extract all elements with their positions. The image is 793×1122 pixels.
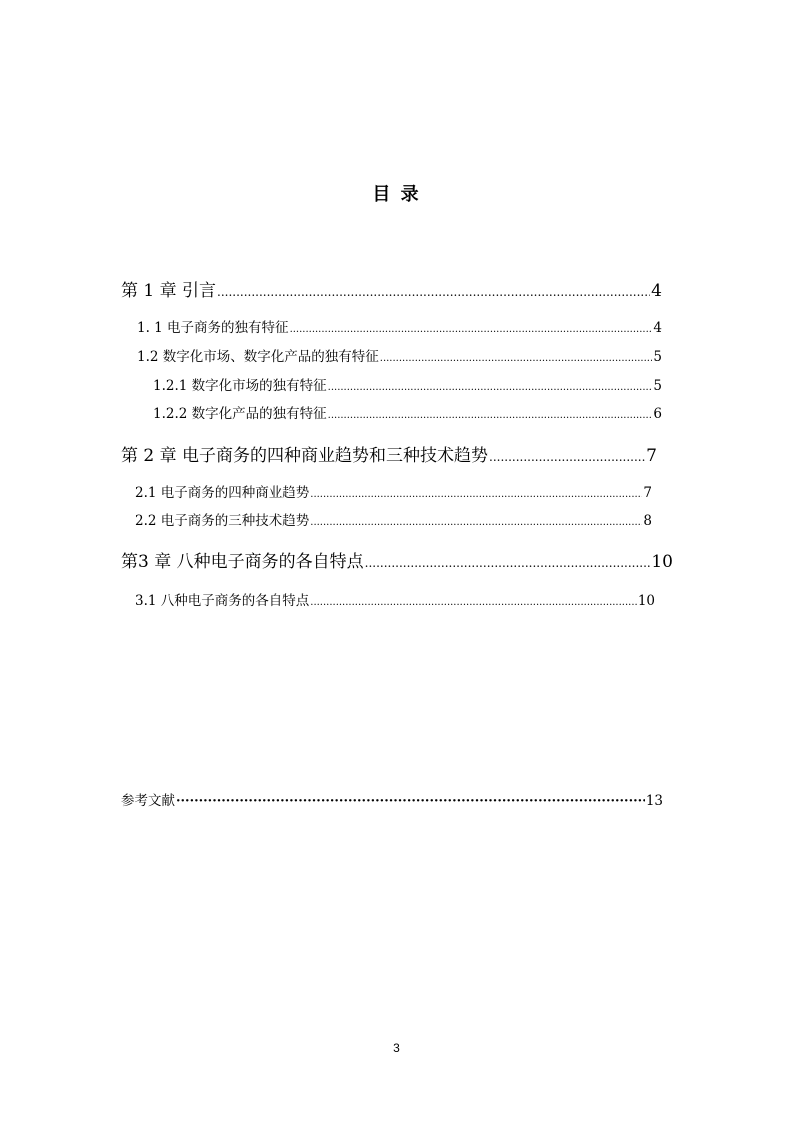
toc-leader-dots <box>176 794 645 809</box>
toc-entry-page: 4 <box>653 320 662 336</box>
toc-entry-section-1-2-2[interactable] <box>153 402 662 422</box>
toc-leader-dots <box>217 285 650 299</box>
toc-leader-dots <box>380 353 653 364</box>
toc-leader-dots <box>310 517 642 528</box>
toc-entry-label: 1. 1 电子商务的独有特征 <box>137 320 289 336</box>
toc-entry-section-3-1[interactable] <box>135 589 655 609</box>
toc-entry-page: 10 <box>637 593 655 609</box>
toc-entry-label: 2.2 电子商务的三种技术趋势 <box>135 513 310 529</box>
toc-entry-page: 7 <box>643 485 652 501</box>
toc-entry-section-2-1[interactable] <box>135 481 652 501</box>
toc-entry-page: 7 <box>646 446 657 466</box>
toc-entry-label: 1.2 数字化市场、数字化产品的独有特征 <box>137 349 379 365</box>
toc-entry-page: 13 <box>645 793 663 809</box>
toc-entry-section-1-1[interactable] <box>137 316 662 336</box>
toc-title: 目 录 <box>372 184 421 205</box>
toc-entry-section-1-2-1[interactable] <box>153 374 662 394</box>
toc-entry-references[interactable] <box>121 789 663 809</box>
toc-entry-label: 3.1 八种电子商务的各自特点 <box>135 593 310 609</box>
toc-entry-page: 4 <box>651 281 662 301</box>
toc-entry-label: 参考文献 <box>121 793 175 809</box>
toc-entry-label: 第 1 章 引言 <box>121 281 217 301</box>
toc-entry-label: 2.1 电子商务的四种商业趋势 <box>135 485 310 501</box>
toc-leader-dots <box>489 450 645 464</box>
toc-entry-page: 6 <box>653 406 662 422</box>
page-number: 3 <box>393 1041 400 1055</box>
toc-leader-dots <box>365 556 651 570</box>
toc-leader-dots <box>310 597 637 608</box>
toc-leader-dots <box>328 410 653 421</box>
toc-entry-chapter-1[interactable] <box>121 276 662 301</box>
toc-entry-page: 5 <box>653 349 662 365</box>
toc-entry-chapter-2[interactable] <box>121 441 657 466</box>
toc-entry-label: 第3 章 八种电子商务的各自特点 <box>121 552 364 572</box>
toc-entry-section-2-2[interactable] <box>135 509 652 529</box>
toc-entry-page: 5 <box>653 378 662 394</box>
toc-entry-label: 1.2.1 数字化市场的独有特征 <box>153 378 327 394</box>
toc-leader-dots <box>328 382 653 393</box>
toc-entry-label: 第 2 章 电子商务的四种商业趋势和三种技术趋势 <box>121 446 489 466</box>
toc-entry-page: 8 <box>643 513 652 529</box>
toc-entry-label: 1.2.2 数字化产品的独有特征 <box>153 406 327 422</box>
toc-entry-page: 10 <box>651 552 673 572</box>
toc-entry-section-1-2[interactable] <box>137 345 662 365</box>
toc-entry-chapter-3[interactable] <box>121 547 673 572</box>
toc-leader-dots <box>290 324 653 335</box>
toc-leader-dots <box>310 489 642 500</box>
